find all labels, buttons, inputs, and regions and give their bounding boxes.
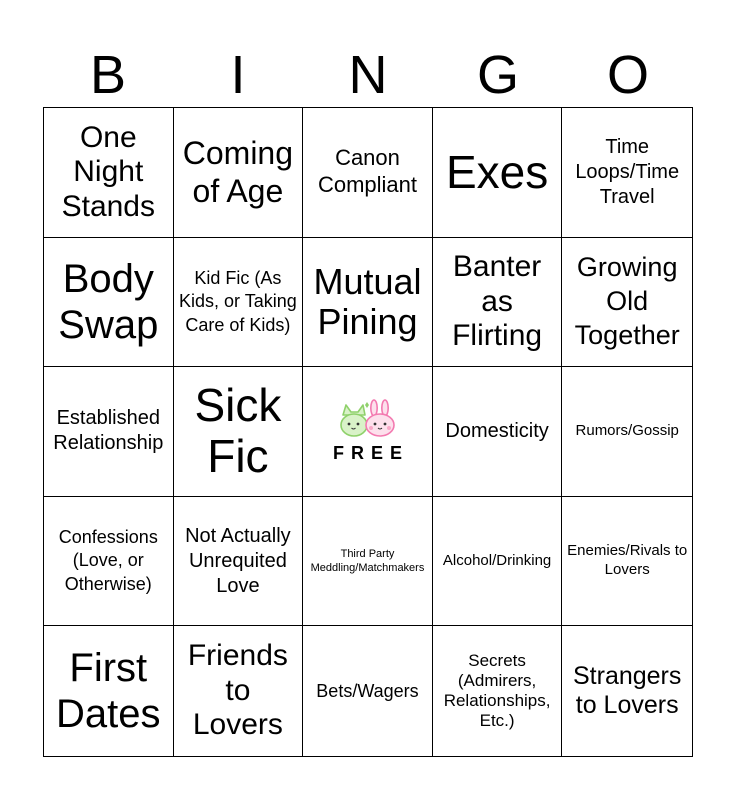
bingo-cell[interactable]: Canon Compliant <box>303 108 433 238</box>
header-letter-b: B <box>89 45 127 105</box>
bingo-cell[interactable]: Mutual Pining <box>303 238 433 368</box>
bingo-cell[interactable]: Alcohol/Drinking <box>433 497 563 627</box>
bingo-cell[interactable]: Sick Fic <box>174 367 304 497</box>
bingo-grid <box>43 107 693 757</box>
header-letter-i: I <box>230 45 246 105</box>
bingo-cell[interactable]: Confessions (Love, or Otherwise) <box>44 497 174 627</box>
bingo-cell[interactable]: Domesticity <box>433 367 563 497</box>
bingo-cell[interactable]: Coming of Age <box>174 108 304 238</box>
header-letter-n: N <box>348 45 388 105</box>
bingo-cell[interactable]: Kid Fic (As Kids, or Taking Care of Kids) <box>174 238 304 368</box>
bingo-cell[interactable]: Bets/Wagers <box>303 626 433 756</box>
header-letter-o: O <box>606 45 649 105</box>
bingo-cell[interactable]: Exes <box>433 108 563 238</box>
bingo-cell[interactable]: Third Party Meddling/Matchmakers <box>303 497 433 627</box>
bunny-friends-icon <box>337 399 397 439</box>
bingo-cell[interactable]: Rumors/Gossip <box>562 367 692 497</box>
bingo-cell[interactable]: Strangers to Lovers <box>573 662 682 720</box>
bingo-cell[interactable]: Secrets (Admirers, Relationships, Etc.) <box>433 626 563 756</box>
bingo-cell[interactable]: Banter as Flirting <box>433 238 563 368</box>
bingo-cell[interactable]: Growing Old Together <box>562 238 692 368</box>
bingo-cell[interactable]: Time Loops/Time Travel <box>562 108 692 238</box>
bingo-cell[interactable]: One Night Stands <box>44 108 174 238</box>
header-letter-g: G <box>476 45 519 105</box>
bingo-cell[interactable]: First Dates <box>44 626 174 756</box>
bingo-cell[interactable]: Friends to Lovers <box>174 626 304 756</box>
free-label: FREE <box>332 443 409 464</box>
bingo-cell[interactable]: Not Actually Unrequited Love <box>174 497 304 627</box>
bingo-cell[interactable]: Established Relationship <box>44 367 174 497</box>
bingo-header <box>43 44 693 106</box>
free-space[interactable] <box>303 367 433 497</box>
bingo-cell[interactable]: Enemies/Rivals to Lovers <box>562 497 692 627</box>
bingo-cell[interactable]: Body Swap <box>44 238 174 368</box>
